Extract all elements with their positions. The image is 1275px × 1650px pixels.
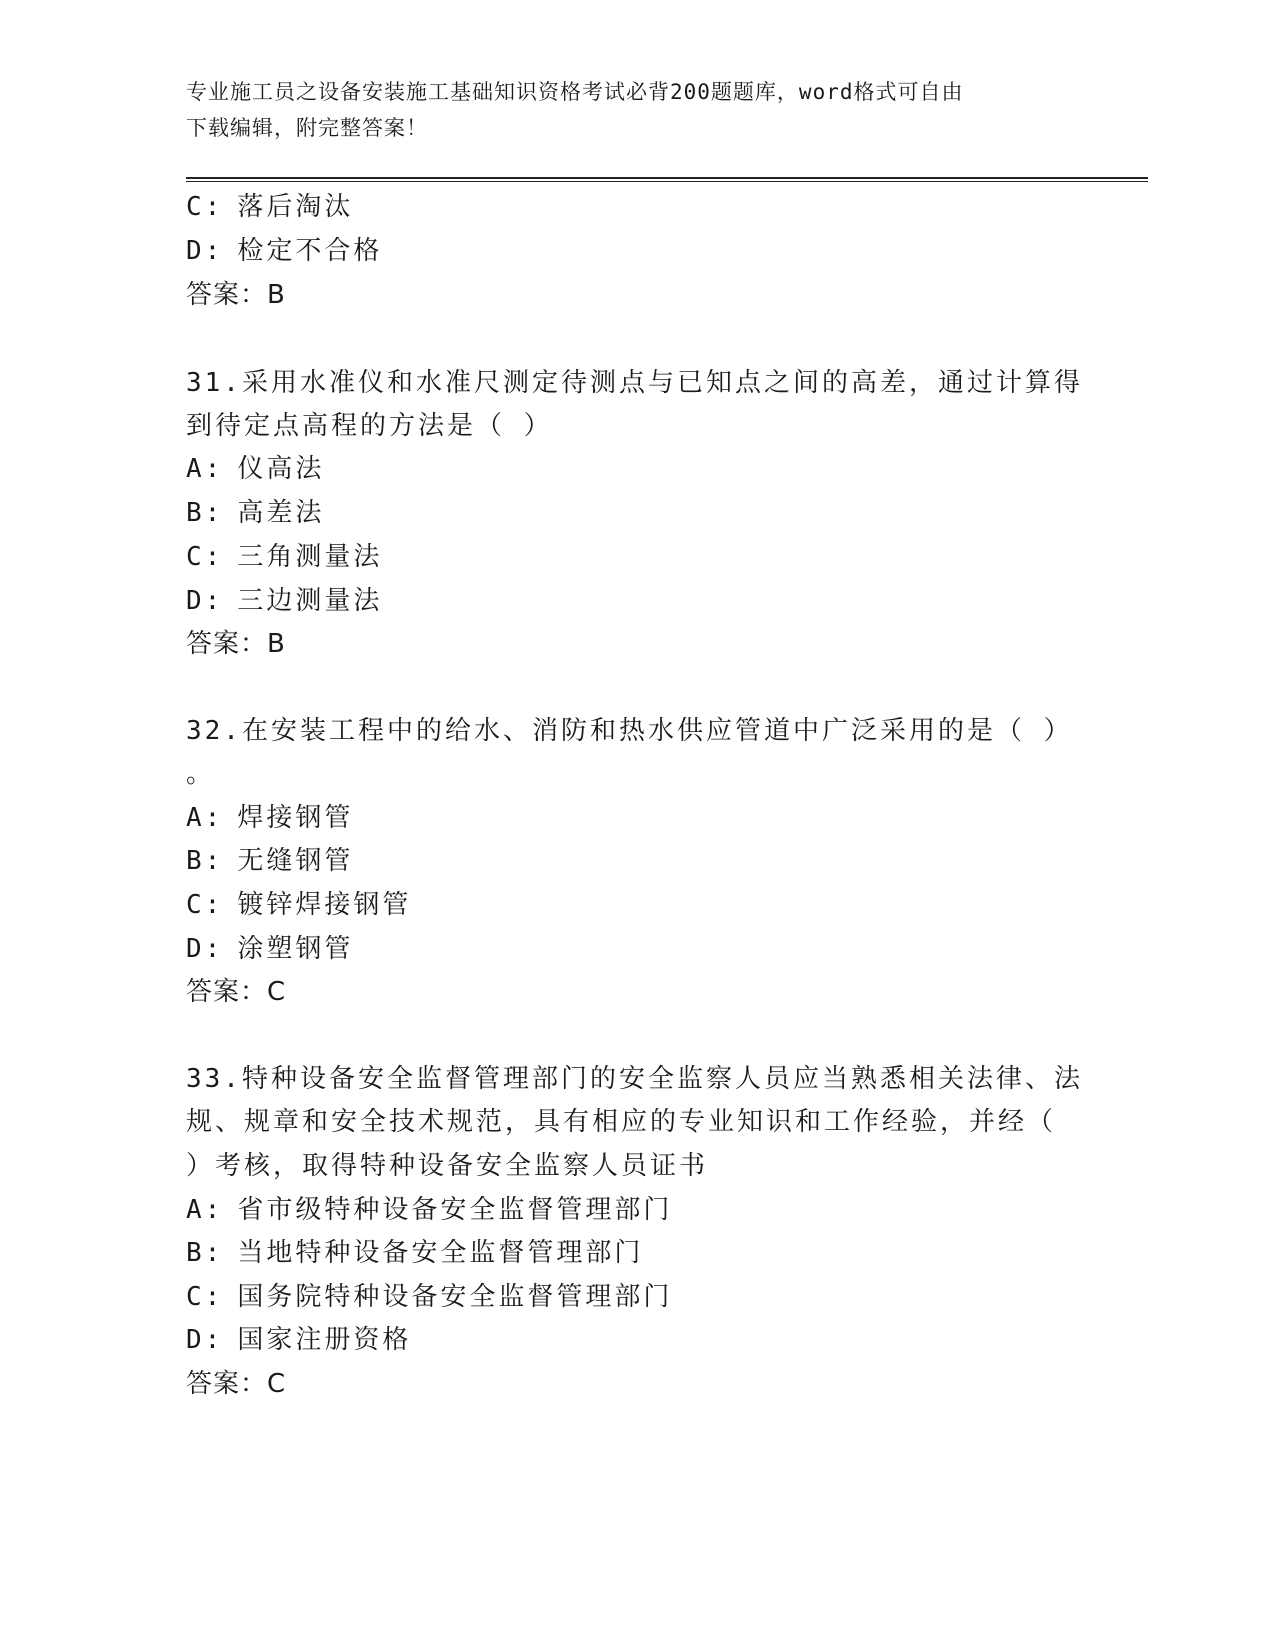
option-label: D:: [186, 1325, 224, 1355]
option-text: 仪高法: [237, 454, 325, 484]
question-31-text-line-2: 到待定点高程的方法是（ ）: [186, 411, 553, 441]
option-text: 涂塑钢管: [237, 934, 354, 964]
option-label: A:: [186, 803, 224, 833]
option-text: 国务院特种设备安全监督管理部门: [237, 1282, 673, 1312]
option-label: C:: [186, 890, 224, 920]
option-label: A:: [186, 454, 224, 484]
option-c: [186, 1277, 672, 1317]
option-c: [186, 885, 411, 925]
option-text: 焊接钢管: [237, 803, 354, 833]
option-b: [186, 1233, 643, 1273]
option-text: 高差法: [237, 498, 325, 528]
question-33-text-line-2: 规、规章和安全技术规范，具有相应的专业知识和工作经验，并经（: [186, 1107, 1057, 1137]
option-label: B:: [186, 498, 224, 528]
document-header: [186, 74, 1086, 146]
header-line-1: 专业施工员之设备安装施工基础知识资格考试必背200题题库，word格式可自由: [186, 80, 964, 104]
option-b: [186, 493, 324, 533]
answer-line: 答案：B: [186, 280, 286, 310]
header-divider: [186, 177, 1148, 182]
option-label: B:: [186, 846, 224, 876]
option-text: 镀锌焊接钢管: [237, 890, 412, 920]
option-text: 当地特种设备安全监督管理部门: [237, 1238, 644, 1268]
option-d: [186, 1320, 411, 1360]
option-d: [186, 231, 382, 271]
option-d: [186, 581, 382, 621]
option-label: D:: [186, 236, 224, 266]
option-c: [186, 187, 353, 227]
header-line-2: 下载编辑，附完整答案！: [186, 116, 428, 140]
option-label: C:: [186, 542, 224, 572]
option-label: B:: [186, 1238, 224, 1268]
option-a: [186, 1190, 672, 1230]
question-33-text-line-1: 33.特种设备安全监督管理部门的安全监察人员应当熟悉相关法律、法: [186, 1064, 1083, 1094]
option-a: [186, 449, 324, 489]
answer-line: 答案：B: [186, 629, 286, 659]
answer-line: 答案：C: [186, 1369, 287, 1399]
option-a: [186, 798, 353, 838]
option-text: 无缝钢管: [237, 846, 354, 876]
question-32-text-line-1: 32.在安装工程中的给水、消防和热水供应管道中广泛采用的是（ ）: [186, 716, 1073, 746]
option-label: D:: [186, 586, 224, 616]
option-label: D:: [186, 934, 224, 964]
option-label: C:: [186, 1282, 224, 1312]
question-33-text-line-3: ）考核，取得特种设备安全监察人员证书: [186, 1151, 709, 1181]
option-text: 三角测量法: [237, 542, 383, 572]
question-31-text-line-1: 31.采用水准仪和水准尺测定待测点与已知点之间的高差，通过计算得: [186, 368, 1083, 398]
option-b: [186, 841, 353, 881]
option-label: A:: [186, 1195, 224, 1225]
option-c: [186, 537, 382, 577]
option-label: C:: [186, 192, 224, 222]
option-text: 检定不合格: [237, 236, 383, 266]
option-text: 三边测量法: [237, 586, 383, 616]
option-text: 国家注册资格: [237, 1325, 412, 1355]
option-text: 省市级特种设备安全监督管理部门: [237, 1195, 673, 1225]
answer-line: 答案：C: [186, 977, 287, 1007]
question-32-text-line-2: 。: [186, 759, 216, 789]
option-d: [186, 929, 353, 969]
option-text: 落后淘汰: [237, 192, 354, 222]
